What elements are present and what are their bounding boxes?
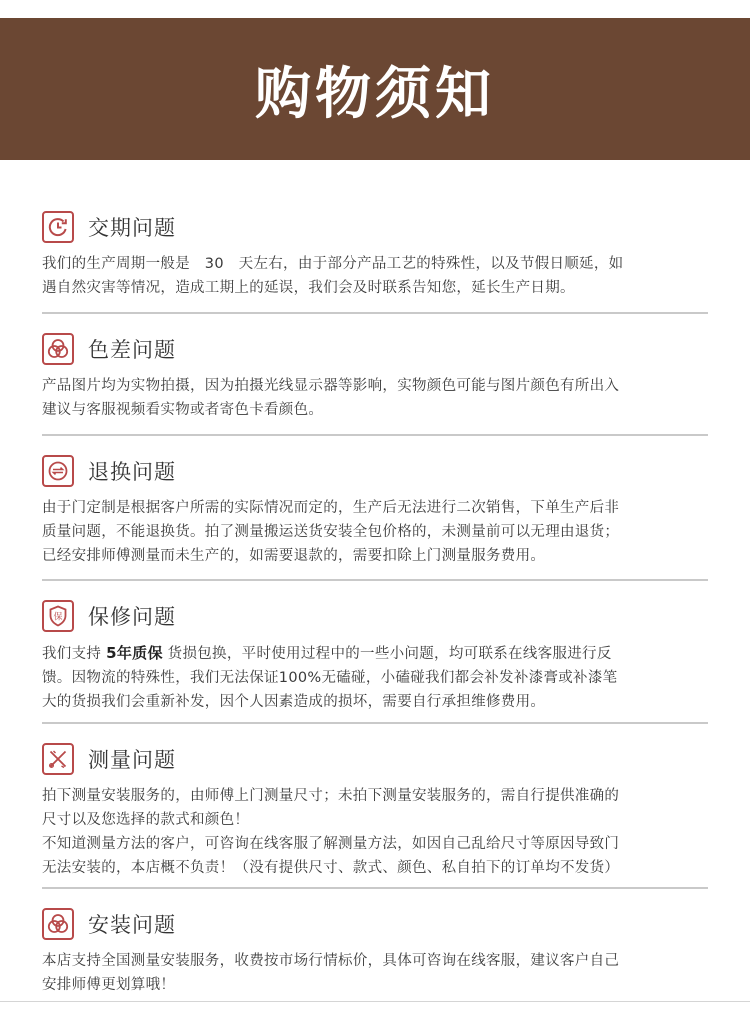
body-line: 由于门定制是根据客户所需的实际情况而定的，生产后无法进行二次销售，下单生产后非 <box>42 500 620 516</box>
return-icon <box>42 455 74 487</box>
section-header <box>42 330 708 368</box>
section-header <box>42 208 708 246</box>
section-body <box>42 374 708 422</box>
warranty-shield-icon <box>42 600 74 632</box>
section-title: 交期问题 <box>88 216 176 240</box>
body-line: 产品图片均为实物拍摄，因为拍摄光线显示器等影响，实物颜色可能与图片颜色有所出入 <box>42 378 620 394</box>
body-text: 货损包换，平时使用过程中的一些小问题，均可联系在线客服进行反 <box>162 646 612 662</box>
section-delivery <box>42 208 708 300</box>
section-body <box>42 949 708 997</box>
body-text: 我们支持 <box>42 646 107 662</box>
section-title: 测量问题 <box>88 748 176 772</box>
section-header <box>42 452 708 490</box>
body-line: 拍下测量安装服务的，由师傅上门测量尺寸；未拍下测量安装服务的，需自行提供准确的 <box>42 788 620 804</box>
body-line: 安排师傅更划算哦！ <box>42 977 176 993</box>
section-body <box>42 641 708 714</box>
bottom-divider <box>0 1001 750 1002</box>
body-line: 我们的生产周期一般是 30 天左右，由于部分产品工艺的特殊性，以及节假日顺延，如 <box>42 256 624 272</box>
section-title: 色差问题 <box>88 338 176 362</box>
section-divider <box>42 434 708 436</box>
body-line: 无法安装的，本店概不负责！（没有提供尺寸、款式、颜色、私自拍下的订单均不发货） <box>42 860 620 876</box>
section-header <box>42 905 708 943</box>
section-title: 安装问题 <box>88 913 176 937</box>
section-title: 保修问题 <box>88 605 176 629</box>
section-body <box>42 496 708 568</box>
section-header <box>42 740 708 778</box>
body-line: 尺寸以及您选择的款式和颜色！ <box>42 812 250 828</box>
body-line: 不知道测量方法的客户，可咨询在线客服了解测量方法，如因自己乱给尺寸等原因导致门 <box>42 836 620 852</box>
section-header <box>42 597 708 635</box>
body-line: 大的货损我们会重新补发，因个人因素造成的损坏，需要自行承担维修费用。 <box>42 694 546 710</box>
body-line: 建议与客服视频看实物或者寄色卡看颜色。 <box>42 402 324 418</box>
section-body <box>42 252 708 300</box>
body-line: 本店支持全国测量安装服务，收费按市场行情标价，具体可咨询在线客服，建议客户自己 <box>42 953 620 969</box>
warranty-highlight: 5年质保 <box>106 644 163 662</box>
section-body <box>42 784 708 880</box>
body-line: 已经安排师傅测量而未生产的，如需要退款的，需要扣除上门测量服务费用。 <box>42 548 546 564</box>
body-line: 馈。因物流的特殊性，我们无法保证100%无磕碰，小磕碰我们都会补发补漆膏或补漆笔 <box>42 670 618 686</box>
section-color-difference <box>42 330 708 422</box>
svg-text:保: 保 <box>53 612 63 623</box>
section-return-exchange <box>42 452 708 568</box>
section-measurement <box>42 740 708 880</box>
top-strip <box>0 0 750 18</box>
install-circles-icon <box>42 908 74 940</box>
header-banner <box>0 18 750 160</box>
body-line <box>42 641 708 666</box>
section-title: 退换问题 <box>88 460 176 484</box>
section-divider <box>42 312 708 314</box>
section-divider <box>42 579 708 581</box>
page-title: 购物须知 <box>255 61 495 127</box>
color-circles-icon <box>42 333 74 365</box>
section-installation <box>42 905 708 997</box>
body-line: 遇自然灾害等情况，造成工期上的延误，我们会及时联系告知您，延长生产日期。 <box>42 280 575 296</box>
section-divider <box>42 722 708 724</box>
section-warranty <box>42 597 708 714</box>
clock-icon <box>42 211 74 243</box>
section-divider <box>42 887 708 889</box>
body-line: 质量问题，不能退换货。拍了测量搬运送货安装全包价格的，未测量前可以无理由退货； <box>42 524 620 540</box>
measure-tools-icon <box>42 743 74 775</box>
